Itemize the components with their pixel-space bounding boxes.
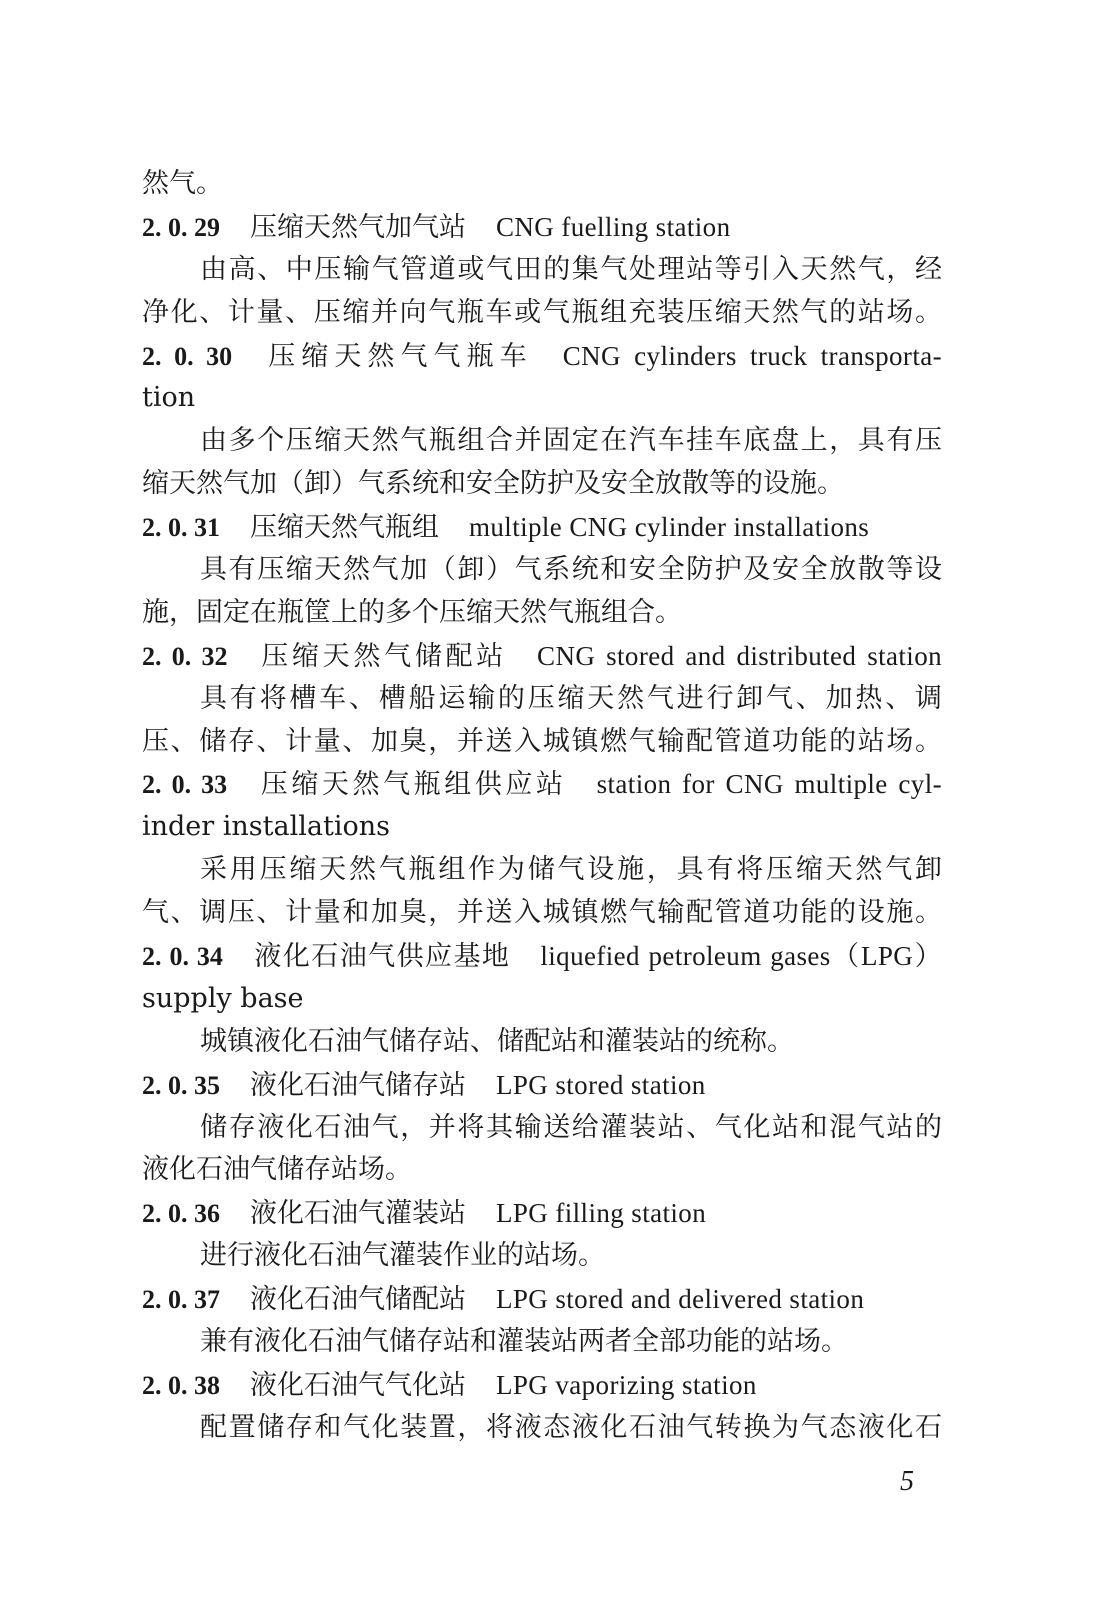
term-english: station for CNG multiple cyl- xyxy=(596,769,942,800)
term-number: 2. 0. 38 xyxy=(142,1370,220,1400)
continuation-line: 气、调压、计量和加臭，并送入城镇燃气输配管道功能的设施。 xyxy=(142,897,942,929)
term-number: 2. 0. 33 xyxy=(142,770,228,800)
continuation-line: tion xyxy=(142,382,196,414)
continuation-line: supply base xyxy=(142,982,304,1014)
term-chinese: 压缩天然气瓶组 xyxy=(250,512,439,544)
term-number: 2. 0. 29 xyxy=(142,212,220,242)
term-english: CNG stored and distributed station xyxy=(537,640,943,671)
continuation-line: 净化、计量、压缩并向气瓶车或气瓶组充装压缩天然气的站场。 xyxy=(142,296,942,328)
term-chinese: 压缩天然气储配站 xyxy=(257,640,508,672)
continuation-line: inder installations xyxy=(142,811,390,843)
page-number: 5 xyxy=(900,1466,914,1497)
term-chinese: 液化石油气灌装站 xyxy=(250,1198,466,1230)
continuation-line: 压、储存、计量、加臭，并送入城镇燃气输配管道功能的站场。 xyxy=(142,725,942,757)
term-english: liquefied petroleum gases（LPG） xyxy=(540,941,943,972)
definition-line: 配置储存和气化装置，将液态液化石油气转换为气态液化石 xyxy=(200,1411,942,1443)
term-chinese: 压缩天然气气瓶车 xyxy=(262,340,533,372)
term-heading xyxy=(142,1192,942,1235)
term-number: 2. 0. 36 xyxy=(142,1199,220,1229)
definition-line: 兼有液化石油气储存站和灌装站两者全部功能的站场。 xyxy=(200,1326,848,1358)
term-chinese: 液化石油气供应基地 xyxy=(252,941,511,973)
term-number: 2. 0. 31 xyxy=(142,513,220,543)
term-number: 2. 0. 34 xyxy=(142,942,223,972)
continuation-line: 缩天然气加（卸）气系统和安全防护及安全放散等的设施。 xyxy=(142,468,844,500)
page-body xyxy=(142,163,942,1450)
definition-line: 由高、中压输气管道或气田的集气处理站等引入天然气，经 xyxy=(200,253,942,285)
term-heading xyxy=(142,763,942,806)
term-heading xyxy=(142,1364,942,1407)
continuation-line: 施，固定在瓶筐上的多个压缩天然气瓶组合。 xyxy=(142,596,682,628)
term-chinese: 液化石油气储配站 xyxy=(250,1284,466,1316)
definition-line: 城镇液化石油气储存站、储配站和灌装站的统称。 xyxy=(200,1025,794,1057)
term-english: CNG fuelling station xyxy=(496,211,731,242)
term-heading xyxy=(142,335,942,378)
definition-line: 采用压缩天然气瓶组作为储气设施，具有将压缩天然气卸 xyxy=(200,854,942,886)
term-chinese: 压缩天然气加气站 xyxy=(250,211,466,243)
term-chinese: 液化石油气气化站 xyxy=(250,1369,466,1401)
definition-line: 由多个压缩天然气瓶组合并固定在汽车挂车底盘上，具有压 xyxy=(200,425,942,457)
term-heading xyxy=(142,635,942,678)
term-heading xyxy=(142,1064,942,1107)
definition-line: 储存液化石油气，并将其输送给灌装站、气化站和混气站的 xyxy=(200,1111,942,1143)
term-number: 2. 0. 35 xyxy=(142,1070,220,1100)
term-number: 2. 0. 32 xyxy=(142,641,228,671)
term-english: LPG stored and delivered station xyxy=(496,1284,865,1315)
definition-line: 进行液化石油气灌装作业的站场。 xyxy=(200,1240,605,1272)
definition-line: 具有将槽车、槽船运输的压缩天然气进行卸气、加热、调 xyxy=(200,682,942,714)
term-english: LPG filling station xyxy=(496,1198,707,1229)
continuation-line: 液化石油气储存站场。 xyxy=(142,1154,412,1186)
term-heading xyxy=(142,935,942,978)
continuation-line: 然气。 xyxy=(142,168,223,199)
term-heading xyxy=(142,206,942,249)
term-english: CNG cylinders truck transporta- xyxy=(562,340,943,371)
term-english: multiple CNG cylinder installations xyxy=(469,512,870,543)
term-number: 2. 0. 30 xyxy=(142,341,233,371)
term-heading xyxy=(142,1278,942,1321)
term-chinese: 压缩天然气瓶组供应站 xyxy=(257,769,567,801)
term-number: 2. 0. 37 xyxy=(142,1285,220,1315)
term-chinese: 液化石油气储存站 xyxy=(250,1069,466,1101)
term-heading xyxy=(142,506,942,549)
term-english: LPG vaporizing station xyxy=(496,1369,757,1400)
term-english: LPG stored station xyxy=(496,1069,706,1100)
definition-line: 具有压缩天然气加（卸）气系统和安全防护及安全放散等设 xyxy=(200,554,942,586)
